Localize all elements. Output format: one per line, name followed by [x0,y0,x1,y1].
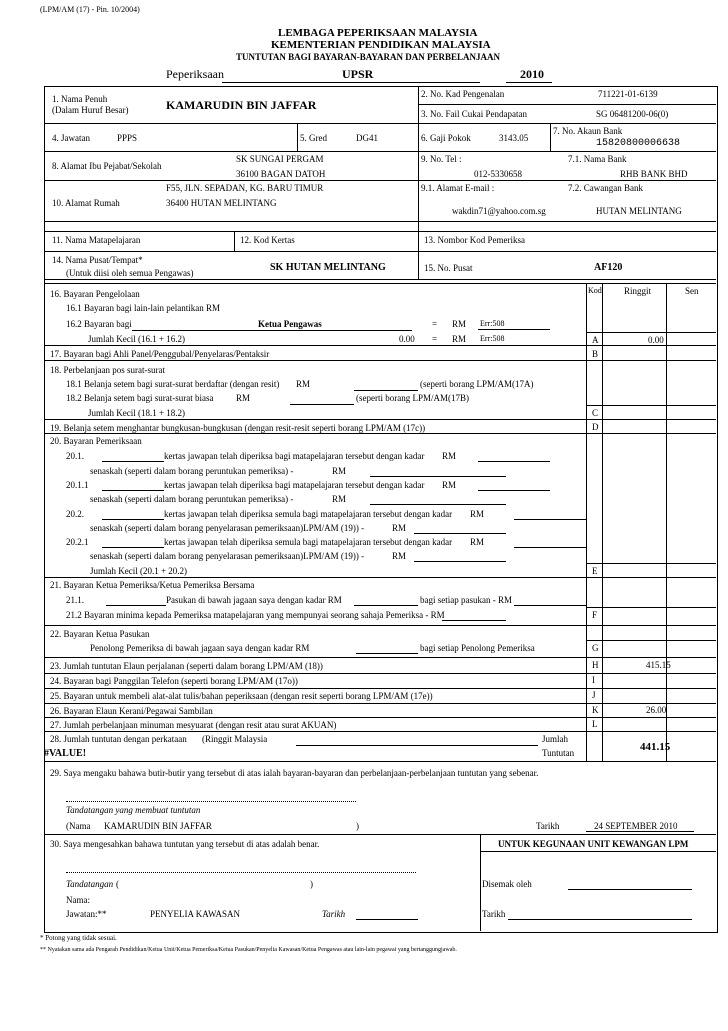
bank-account-value[interactable]: 15820800006638 [596,138,681,149]
ic-number-value[interactable]: 711221-01-6139 [598,89,658,99]
f16-subtotal[interactable]: 0.00 [399,334,415,344]
f30-label: 30. Saya mengesahkan bahawa tuntutan yang tersebut di atas adalah benar. [50,839,320,849]
f28-currency: (Ringgit Malaysia [202,734,268,744]
header-line2: KEMENTERIAN PENDIDIKAN MALAYSIA [271,39,491,51]
bank-branch-label: 7.2. Cawangan Bank [568,183,643,193]
code-l: L [592,719,598,729]
f16-l1: 16.1 Bayaran bagi lain-lain pelantikan RM [66,303,220,313]
f18-rm-2: RM [236,393,251,403]
code-g: G [592,643,599,653]
f14-label: 14. Nama Pusat/Tempat* [52,255,143,265]
f14-sub: (Untuk diisi oleh semua Pengawas) [66,268,194,278]
code-i: I [592,675,595,685]
f15-label: 15. No. Pusat [424,263,473,273]
f16-l2: 16.2 Bayaran bagi [66,319,132,329]
code-b: B [592,349,599,359]
office-date-label: Tarikh [482,909,506,919]
code-c: C [592,408,599,418]
code-d: D [592,422,599,432]
f16-label: 16. Bayaran Pengelolaan [50,289,140,299]
travel-allowance-value[interactable]: 415.15 [646,660,671,670]
f20-r4-no: 20.2.1 [66,537,89,547]
f27-label: 27. Jumlah perbelanjaan minuman mesyuarat (dengan resit atau surat AKUAN) [50,720,337,730]
f18-l2: 18.2 Belanja setem bagi surat-surat biasa [66,393,214,403]
f26-label: 26. Bayaran Elaun Kerani/Pegawai Sambilan [50,706,213,716]
f29-signature-label: Tandatangan yang membuat tuntutan [66,805,201,815]
f16-l3: Jumlah Kecil (16.1 + 16.2) [88,334,186,344]
f3-label: 3. No. Fail Cukai Pendapatan [421,109,527,119]
grand-total-value[interactable]: 441.15 [640,741,671,753]
f20-r4-rm: RM [470,537,485,547]
code-k: K [592,705,599,715]
f23-label: 23. Jumlah tuntutan Elaun perjalanan (seperti dalam borang LPM/AM (18)) [50,661,323,671]
f18-l1: 18.1 Belanja setem bagi surat-surat berdaftar (dengan resit) [66,379,280,389]
code-h: H [592,660,599,670]
f28-jumlah: Jumlah [542,734,568,744]
f29-label: 29. Saya mengaku bahawa butir-butir yang tersebut di atas ialah bayaran-bayaran dan perbelanjaan-perbelanjaan tuntutan yang sebenar. [50,768,539,778]
f28-label: 28. Jumlah tuntutan dengan perkataan [50,734,187,744]
home-address-line2[interactable]: 36400 HUTAN MELINTANG [166,198,277,208]
email-label: 9.1. Alamat E-mail : [421,183,495,193]
f11-label: 11. Nama Matapelajaran [52,235,141,245]
bank-name-label: 7.1. Nama Bank [568,154,627,164]
clerk-allowance-value[interactable]: 26.00 [646,705,667,715]
f20-r2-rm: RM [442,480,457,490]
f16-err-2[interactable]: Err:508 [480,334,505,343]
office-address-line2[interactable]: 36100 BAGAN DATOH [236,169,326,179]
f4-label: 4. Jawatan [52,133,90,143]
f21-r2-text: 21.2 Bayaran minima kepada Pemeriksa matapelajaran yang mempunyai seorang sahaja Pemeriksa - RM [66,610,445,620]
f20-r1-rm: RM [442,451,457,461]
f16-eq-1: = [432,319,438,329]
f28-tuntutan: Tuntutan [542,748,575,758]
f20-r1b-rm: RM [332,466,347,476]
code-f: F [592,610,598,620]
email-value[interactable]: wakdin71@yahoo.com.sg [452,206,546,216]
f20-r3b-text: senaskah (seperti dalam borang penyelarasan pemeriksaan)LPM/AM (19)) - [90,523,365,533]
f30-date-label: Tarikh [322,909,346,919]
f16-err-1[interactable]: Err:508 [480,319,505,328]
total-in-words[interactable]: #VALUE! [44,748,87,759]
bank-branch-value[interactable]: HUTAN MELINTANG [596,206,682,216]
f20-r1-no: 20.1. [66,451,84,461]
f30-open: ( [116,879,119,889]
footnote-2: ** Nyatakan sama ada Pengarah Pendidikan/Ketua Unit/Ketua Pemeriksa/Ketua Pasukan/Penyelia Kawasan/Ketua Pengawas atau lain-lain pegawai yang bertanggungjawab. [40,947,457,953]
verifier-position[interactable]: PENYELIA KAWASAN [150,909,241,919]
f29-date-label: Tarikh [536,821,560,831]
f18-ref-1: (seperti borang LPM/AM(17A) [420,379,534,389]
f29-name-label: (Nama [66,821,91,831]
claim-date[interactable]: 24 SEPTEMBER 2010 [594,821,678,831]
f21-label: 21. Bayaran Ketua Pemeriksa/Ketua Pemeriksa Bersama [50,580,255,590]
f18-l3: Jumlah Kecil (18.1 + 18.2) [88,408,186,418]
f20-r1-text: kertas jawapan telah diperiksa bagi matapelajaran tersebut dengan kadar [164,451,425,461]
f20-r2-text: kertas jawapan telah diperiksa bagi matapelajaran tersebut dengan kadar [164,480,425,490]
f22-r1-tail: bagi setiap Penolong Pemeriksa [420,643,535,653]
exam-label: Peperiksaan [166,67,224,81]
f19-label: 19. Belanja setem menghantar bungkusan-bungkusan (dengan resit-resit seperti borang LPM/AM (17c)) [50,423,426,433]
header-line1: LEMBAGA PEPERIKSAAN MALAYSIA [278,27,478,39]
f17-label: 17. Bayaran bagi Ahli Panel/Penggubal/Penyelaras/Pentaksir [50,349,270,359]
basic-salary-value[interactable]: 3143.05 [499,133,529,143]
f24-label: 24. Bayaran bagi Panggilan Telefon (seperti borang LPM/AM (17o)) [50,676,298,686]
finance-office-label: UNTUK KEGUNAAN UNIT KEWANGAN LPM [498,839,689,849]
f20-r3-no: 20.2. [66,509,84,519]
f16-rm-2: RM [452,334,467,344]
code-j: J [592,690,596,700]
f20-r3b-rm: RM [392,523,407,533]
position-value[interactable]: PPPS [117,133,138,143]
f20-r3-text: kertas jawapan telah diperiksa semula bagi matapelajaran tersebut dengan kadar [164,509,453,519]
f20-r2b-rm: RM [332,494,347,504]
f13-label: 13. Nombor Kod Pemeriksa [424,235,525,245]
footnote-1: * Potong yang tidak sesuai. [40,934,117,942]
f21-r1-tail: bagi setiap pasukan - RM [420,595,512,605]
col-ringgit: Ringgit [624,286,652,296]
f20-r4b-rm: RM [392,551,407,561]
f16-eq-2: = [432,334,438,344]
grade-value[interactable]: DG41 [356,133,378,143]
f30-name-label: Nama: [66,895,90,905]
f30-close: ) [310,879,313,889]
f18-label: 18. Perbelanjaan pos surat-surat [50,365,165,375]
f16-role[interactable]: Ketua Pengawas [258,319,322,329]
f2-label: 2. No. Kad Pengenalan [421,89,505,99]
exam-year[interactable]: 2010 [520,67,544,81]
f20-r3-rm: RM [470,509,485,519]
col-sen: Sen [685,286,699,296]
f1-label: 1. Nama Penuh [52,94,108,104]
phone-value[interactable]: 012-5330658 [474,169,522,179]
f7-label: 7. No. Akaun Bank [553,126,623,136]
f9-label: 9. No. Tel : [421,154,462,164]
tax-file-value[interactable]: SG 06481200-06(0) [596,109,669,119]
claimant-name[interactable]: KAMARUDIN BIN JAFFAR [104,821,212,831]
header-line3: TUNTUTAN BAGI BAYARAN-BAYARAN DAN PERBELANJAAN [236,52,501,62]
f21-r1-no: 21.1. [66,595,84,605]
code-e: E [592,566,598,576]
f5-label: 5. Gred [300,133,327,143]
f18-rm-1: RM [296,379,311,389]
exam-value[interactable]: UPSR [342,67,374,81]
total-a[interactable]: 0.00 [648,335,664,345]
code-a: A [592,335,599,345]
f20-r4-text: kertas jawapan telah diperiksa semula bagi matapelajaran tersebut dengan kadar [164,537,453,547]
f29-close: ) [356,821,359,831]
checked-by-label: Disemak oleh [482,879,532,889]
f12-label: 12. Kod Kertas [240,235,295,245]
home-address-line1[interactable]: F55, JLN. SEPADAN, KG. BARU TIMUR [166,183,324,193]
f20-r4b-text: senaskah (seperti dalam borang penyelarasan pemeriksaan)LPM/AM (19)) - [90,551,365,561]
f8-label: 8. Alamat Ibu Pejabat/Sekolah [52,161,162,171]
f25-label: 25. Bayaran untuk membeli alat-alat tulis/bahan peperiksaan (dengan resit seperti borang LPM/AM (17e)) [50,691,433,701]
full-name-value[interactable]: KAMARUDIN BIN JAFFAR [166,98,317,112]
f20-label: 20. Bayaran Pemeriksaan [50,436,142,446]
centre-name-value[interactable]: SK HUTAN MELINTANG [270,262,386,273]
office-address-line1[interactable]: SK SUNGAI PERGAM [236,154,324,164]
f18-ref-2: (seperti borang LPM/AM(17B) [356,393,469,403]
f30-position-label: Jawatan:** [66,909,107,919]
f20-r2-no: 20.1.1 [66,480,89,490]
f20-subtotal: Jumlah Kecil (20.1 + 20.2) [90,566,188,576]
f22-label: 22. Bayaran Ketua Pasukan [50,629,150,639]
f6-label: 6. Gaji Pokok [421,133,471,143]
f20-r1b-text: senaskah (seperti dalam borang peruntukan pemeriksa) - [90,466,294,476]
f10-label: 10. Alamat Rumah [52,198,120,208]
f1-sub: (Dalam Huruf Besar) [52,105,129,115]
f22-r1-text: Penolong Pemeriksa di bawah jagaan saya dengan kadar RM [90,643,310,653]
col-kod: Kod [588,286,602,295]
form-code: (LPM/AM (17) - Pin. 10/2004) [40,5,140,14]
centre-number-value[interactable]: AF120 [594,262,623,273]
bank-name-value[interactable]: RHB BANK BHD [620,169,688,179]
f21-r1-text: Pasukan di bawah jagaan saya dengan kadar RM [166,595,342,605]
f30-signature-label: Tandatangan [66,879,114,889]
f16-rm-1: RM [452,319,467,329]
f20-r2b-text: senaskah (seperti dalam borang peruntukan pemeriksa) - [90,494,294,504]
